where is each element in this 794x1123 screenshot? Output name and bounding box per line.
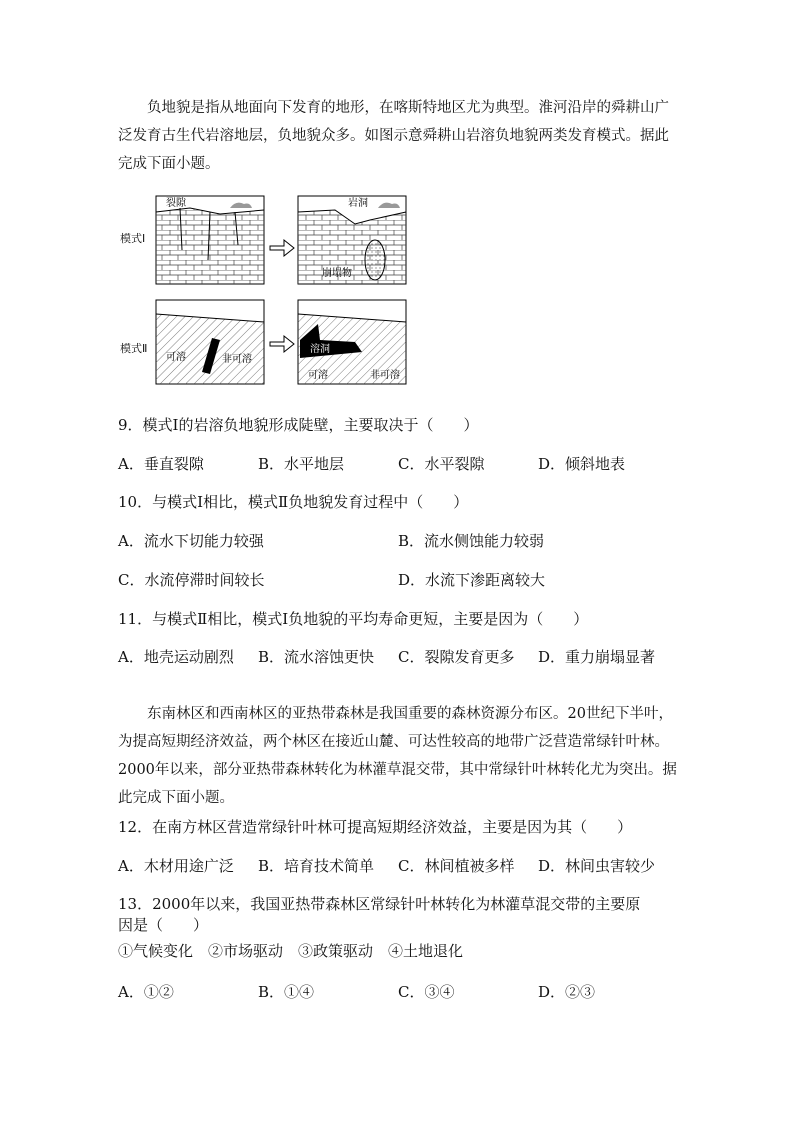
question-13-stem-line-1: 13．2000年以来，我国亚热带森林区常绿针叶林转化为林灌草混交带的主要原 — [118, 895, 641, 913]
mode-1-label: 模式Ⅰ — [120, 232, 146, 245]
q10-option-d[interactable]: D．水流下渗距离较大 — [398, 571, 546, 589]
passage-2: 东南林区和西南林区的亚热带森林是我国重要的森林资源分布区。20世纪下半叶，为提高短期经济效益，两个林区在接近山麓、可达性较高的地带广泛营造常绿针叶林。2000年以来，部分亚热带森林转化为林灌草混交带，其中常绿针叶林转化尤为突出。据此完成下面小题。 — [118, 706, 677, 806]
solution-cave-label: 溶洞 — [310, 344, 330, 355]
q10-option-c[interactable]: C．水流停滞时间较长 — [118, 571, 265, 589]
mode-2-after — [298, 300, 406, 384]
q12-option-d[interactable]: D．林间虫害较少 — [538, 857, 656, 875]
q10-option-a[interactable]: A．流水下切能力较强 — [118, 532, 264, 550]
arrow-icon — [270, 240, 294, 256]
q11-option-c[interactable]: C．裂隙发育更多 — [398, 648, 515, 666]
question-13-stem-line-2: 因是（ ） — [118, 916, 209, 934]
mode-1-before — [156, 196, 264, 284]
insoluble-label-b: 非可溶 — [370, 370, 400, 381]
question-11-stem: 11．与模式Ⅱ相比，模式Ⅰ负地貌的平均寿命更短，主要是因为（ ） — [118, 610, 589, 628]
q13-option-b[interactable]: B．①④ — [258, 983, 315, 1001]
question-13-items: ①气候变化 ②市场驱动 ③政策驱动 ④土地退化 — [118, 942, 464, 960]
collapse-label: 崩塌物 — [322, 268, 352, 279]
q9-option-a[interactable]: A．垂直裂隙 — [118, 455, 204, 473]
q11-option-a[interactable]: A．地壳运动剧烈 — [118, 648, 234, 666]
q9-option-b[interactable]: B．水平地层 — [258, 455, 345, 473]
q9-option-c[interactable]: C．水平裂隙 — [398, 455, 485, 473]
q13-option-a[interactable]: A．①② — [118, 983, 174, 1001]
karst-diagram — [150, 190, 420, 390]
question-9-stem: 9．模式Ⅰ的岩溶负地貌形成陡壁，主要取决于（ ） — [118, 416, 479, 434]
cave-label: 岩洞 — [348, 198, 368, 209]
mode-2-label: 模式Ⅱ — [120, 342, 148, 355]
question-10-stem: 10．与模式Ⅰ相比，模式Ⅱ负地貌发育过程中（ ） — [118, 493, 469, 511]
passage-1: 负地貌是指从地面向下发育的地形，在喀斯特地区尤为典型。淮河沿岸的舜耕山广泛发育古生代岩溶地层，负地貌众多。如图示意舜耕山岩溶负地貌两类发育模式。据此完成下面小题。 — [118, 100, 669, 172]
q13-option-d[interactable]: D．②③ — [538, 983, 596, 1001]
q12-option-a[interactable]: A．木材用途广泛 — [118, 857, 234, 875]
q12-option-c[interactable]: C．林间植被多样 — [398, 857, 515, 875]
mode-1-after — [298, 196, 406, 284]
q9-option-d[interactable]: D．倾斜地表 — [538, 455, 626, 473]
soluble-label-a: 可溶 — [166, 352, 186, 363]
q13-option-c[interactable]: C．③④ — [398, 983, 455, 1001]
q11-option-b[interactable]: B．流水溶蚀更快 — [258, 648, 375, 666]
q11-option-d[interactable]: D．重力崩塌显著 — [538, 648, 656, 666]
insoluble-label-a: 非可溶 — [222, 354, 252, 365]
arrow-icon — [270, 336, 294, 352]
mode-2-before — [156, 300, 264, 384]
soluble-label-b: 可溶 — [308, 370, 328, 381]
crack-label: 裂隙 — [166, 198, 186, 209]
q12-option-b[interactable]: B．培育技术简单 — [258, 857, 375, 875]
q10-option-b[interactable]: B．流水侧蚀能力较弱 — [398, 532, 545, 550]
question-12-stem: 12．在南方林区营造常绿针叶林可提高短期经济效益，主要是因为其（ ） — [118, 818, 633, 836]
